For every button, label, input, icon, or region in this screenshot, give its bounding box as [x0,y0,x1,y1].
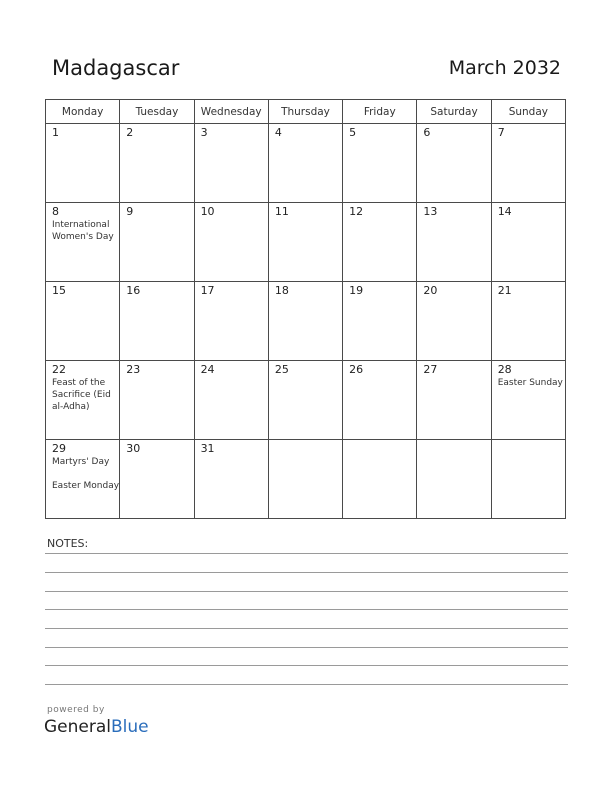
day-number: 4 [274,126,282,139]
day-cell [194,282,268,361]
day-cell [120,361,194,440]
day-number: 20 [423,284,438,297]
day-number: 25 [274,363,289,376]
day-cell [268,203,342,282]
note-line [45,647,568,648]
day-cell [194,124,268,203]
day-number: 31 [200,442,215,455]
day-number: 2 [126,126,134,139]
day-number: 16 [126,284,141,297]
calendar-body [46,124,566,519]
week-row [46,282,566,361]
note-line [45,684,568,685]
day-number: 7 [497,126,505,139]
powered-by-text: powered by [47,705,105,715]
weekday-header: Friday [343,100,417,124]
day-cell [120,440,194,519]
empty-day-cell [417,440,491,519]
holiday-event: Feast of the Sacrifice (Eid al-Adha) [52,378,111,412]
holiday-event: International Women's Day [52,220,114,242]
notes-label: NOTES: [47,537,89,550]
empty-day-cell [268,440,342,519]
day-number: 19 [349,284,364,297]
day-cell [343,203,417,282]
day-cell [417,361,491,440]
day-number: 18 [274,284,289,297]
day-cell [194,203,268,282]
day-number: 14 [497,205,512,218]
week-row [46,203,566,282]
week-row [46,440,566,519]
month-year-title: March 2032 [448,57,561,79]
weekday-header: Monday [46,100,120,124]
day-cell [46,203,120,282]
holiday-event: Martyrs' Day [52,457,110,467]
day-cell [491,124,565,203]
note-line [45,665,568,666]
day-number: 23 [126,363,141,376]
day-cell [268,124,342,203]
weekday-header: Saturday [417,100,491,124]
day-number: 30 [126,442,141,455]
week-row [46,124,566,203]
brand-blue: Blue [111,717,149,737]
note-line [45,609,568,610]
day-cell [268,361,342,440]
day-cell [46,282,120,361]
country-title: Madagascar [52,56,180,80]
day-number: 26 [349,363,364,376]
note-line [45,591,568,592]
note-line [45,572,568,573]
weekday-header: Tuesday [120,100,194,124]
day-cell [491,203,565,282]
day-cell [491,282,565,361]
week-row [46,361,566,440]
day-number: 29 [52,442,66,455]
weekday-header-row [46,100,566,124]
day-cell [343,124,417,203]
day-number: 22 [52,363,66,376]
day-cell [120,282,194,361]
brand-logo [44,717,149,737]
day-cell [46,361,120,440]
day-cell [417,282,491,361]
day-cell [268,282,342,361]
holiday-event: Easter Monday [52,481,120,491]
day-number: 17 [200,284,215,297]
day-cell [343,282,417,361]
day-cell [343,361,417,440]
note-line [45,553,568,554]
day-cell [491,361,565,440]
day-number: 13 [423,205,438,218]
day-number: 21 [497,284,512,297]
day-number: 10 [200,205,215,218]
day-cell [417,203,491,282]
day-cell [417,124,491,203]
holiday-event: Easter Sunday [497,378,563,388]
day-number: 15 [52,284,66,297]
note-line [45,628,568,629]
day-number: 8 [52,205,59,218]
day-number: 27 [423,363,438,376]
day-number: 5 [349,126,357,139]
day-cell [120,203,194,282]
day-cell [194,361,268,440]
weekday-header: Thursday [268,100,342,124]
day-cell [46,124,120,203]
day-number: 9 [126,205,134,218]
day-number: 1 [52,126,59,139]
empty-day-cell [491,440,565,519]
weekday-header: Sunday [491,100,565,124]
day-number: 24 [200,363,215,376]
weekday-header: Wednesday [194,100,268,124]
day-number: 3 [200,126,208,139]
day-cell [194,440,268,519]
day-number: 6 [423,126,431,139]
empty-day-cell [343,440,417,519]
day-number: 11 [274,205,289,218]
day-cell [46,440,120,519]
day-cell [120,124,194,203]
day-number: 28 [497,363,512,376]
day-number: 12 [349,205,364,218]
brand-general: General [44,717,111,737]
calendar-grid [45,99,566,519]
